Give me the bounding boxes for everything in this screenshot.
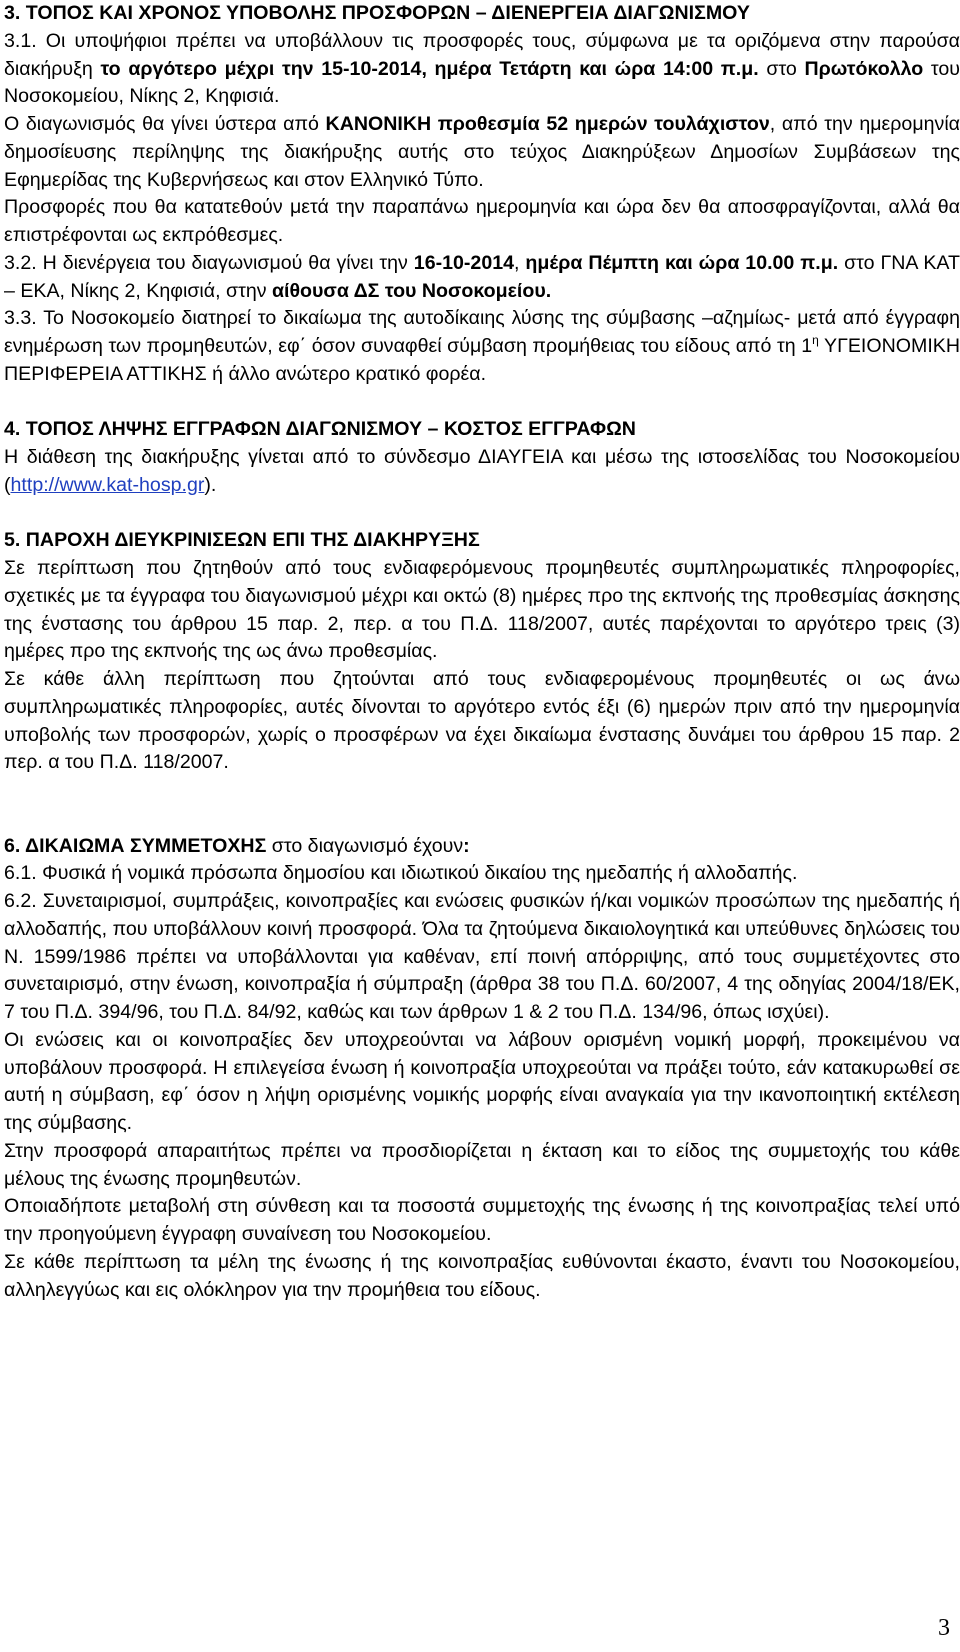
hospital-website-link[interactable]: http://www.kat-hosp.gr (10, 473, 205, 496)
text-run: στο ΓΝΑ ΚΑΤ – ΕΚΑ, Νίκης 2, Κηφισιά, στην (4, 251, 960, 302)
protocol-office: Πρωτόκολλο (804, 57, 924, 80)
paragraph-unions: Οι ενώσεις και οι κοινοπραξίες δεν υποχρεούνται να λάβουν ορισμένη νομική μορφή, προκειμένου να υποβάλουν προσφορά. Η επιλεγείσα ένωση ή κοινοπραξία υποχρεούται να πράξει τούτο, εάν κατακυρωθεί σε αυτή η σύμβαση, εφ΄ όσον η λήψη ορισμένης νομικής μορφής είναι αναγκαία για την ικανοποιητική εκτέλεση της σύμβασης. (4, 1028, 960, 1134)
paragraph-late-offers: Προσφορές που θα κατατεθούν μετά την παραπάνω ημερομηνία και ώρα δεν θα αποσφραγίζονται, αλλά θα επιστρέφονται ως εκπρόθεσμες. (4, 196, 960, 246)
text-run: ). (204, 473, 217, 496)
text-run: Ο διαγωνισμός θα γίνει ύστερα από (4, 113, 326, 135)
submission-deadline: το αργότερο μέχρι την 15-10-2014, ημέρα Τετάρτη και ώρα 14:00 π.μ. (100, 57, 759, 80)
text-run: ΥΓΕΙΟΝΟΜΙΚΗ ΠΕΡΙΦΕΡΕΙΑ ΑΤΤΙΚΗΣ ή άλλο ανώτερο κρατικό φορέα. (4, 335, 960, 385)
deadline-period: ΚΑΝΟΝΙΚΗ προθεσμία 52 ημερών τουλάχιστον (325, 113, 770, 135)
paragraph-6-1: 6.1. Φυσικά ή νομικά πρόσωπα δημοσίου και ιδιωτικού δικαίου της ημεδαπής ή αλλοδαπής. (4, 862, 798, 885)
section-3-heading: 3. ΤΟΠΟΣ ΚΑΙ ΧΡΟΝΟΣ ΥΠΟΒΟΛΗΣ ΠΡΟΣΦΟΡΩΝ – ΔΙΕΝΕΡΓΕΙΑ ΔΙΑΓΩΝΙΣΜΟΥ (4, 2, 750, 24)
text-run: , (514, 251, 526, 274)
text-run: στο (758, 57, 805, 80)
text-run: 3.1. Οι υποψήφιοι πρέπει να υποβάλλουν τις προσφορές τους, σύμφωνα με τα οριζόμενα στην παρούσα διακήρυξη (4, 29, 960, 80)
paragraph-5-1: Σε περίπτωση που ζητηθούν από τους ενδιαφερόμενους προμηθευτές συμπληρωματικές πληροφορίες, σχετικές με τα έγγραφα του διαγωνισμού μέχρι και οκτώ (8) ημέρες προ της εκπνοής της προθεσμίας άσκησης της ένστασης του άρθρου 15 παρ. 2, περ. α του Π.Δ. 118/2007, αυτές παρέχονται το αργότερο τρεις (3) ημέρες προ της εκπνοής της ως άνω προθεσμίας. (4, 557, 960, 663)
section-5-heading: 5. ΠΑΡΟΧΗ ΔΙΕΥΚΡΙΝΙΣΕΩΝ ΕΠΙ ΤΗΣ ΔΙΑΚΗΡΥΞΗΣ (4, 529, 480, 552)
paragraph-deadline-period (4, 111, 960, 194)
paragraph-3-1 (4, 28, 960, 111)
paragraph-4-1 (4, 444, 960, 500)
paragraph-participation: Στην προσφορά απαραιτήτως πρέπει να προσδιορίζεται η έκταση και το είδος της συμμετοχής του κάθε μέλους της ένωσης προμηθευτών. (4, 1139, 960, 1190)
paragraph-3-2 (4, 250, 960, 306)
text-run: 3.2. Η διενέργεια του διαγωνισμού θα γίνει την (4, 251, 414, 274)
paragraph-liability: Σε κάθε περίπτωση τα μέλη της ένωσης ή της κοινοπραξίας ευθύνονται έκαστο, έναντι του Νοσοκομείου, αλληλεγγύως και εις ολόκληρον για την προμήθεια του είδους. (4, 1250, 960, 1301)
text-run: , από την ημερομηνία δημοσίευσης περίληψης της διακήρυξης αυτής στο τεύχος Διακηρύξεων Δημοσίων Συμβάσεων της Εφημερίδας της Κυβερνήσεως και στον Ελληνικό Τύπο. (4, 113, 960, 191)
section-6-heading-rest: στο διαγωνισμό έχουν (266, 834, 464, 857)
text-run: του Νοσοκομείου, Νίκης 2, Κηφισιά. (4, 57, 960, 108)
tender-date: 16-10-2014 (413, 251, 515, 274)
spacer (4, 389, 960, 417)
paragraph-6-2: 6.2. Συνεταιρισμοί, συμπράξεις, κοινοπραξίες και ενώσεις φυσικών ή/και νομικών προσώπων της ημεδαπής ή αλλοδαπής, που υποβάλλουν κοινή προσφορά. Όλα τα ζητούμενα δικαιολογητικά και υπεύθυνες δηλώσεις του Ν. 1599/1986 πρέπει να υποβάλλονται για καθέναν, επί ποινή απόρριψης, από τους συμμετέχοντες στο συνεταιρισμό, στην ένωση, κοινοπραξία ή σύμπραξη (άρθρα 38 του Π.Δ. 60/2007, 4 της οδηγίας 2004/18/ΕΚ, 7 του Π.Δ. 394/96, του Π.Δ. 84/92, καθώς και των άρθρων 1 & 2 του Π.Δ. 134/96, όπως ισχύει). (4, 890, 960, 1023)
section-6-heading (4, 833, 960, 861)
section-6-heading-bold: 6. ΔΙΚΑΙΩΜΑ ΣΥΜΜΕΤΟΧΗΣ (4, 834, 267, 857)
spacer (4, 500, 960, 528)
spacer (4, 777, 960, 833)
section-6-heading-colon: : (463, 834, 470, 857)
paragraph-3-3 (4, 305, 960, 388)
page-number: 3 (938, 1615, 950, 1641)
page-content (4, 0, 960, 1304)
paragraph-5-2: Σε κάθε άλλη περίπτωση που ζητούνται από τους ενδιαφερομένους προμηθευτές οι ως άνω συμπληρωματικές πληροφορίες, αυτές δίνονται το αργότερο εντός έξι (6) ημερών πριν από την ημερομηνία υποβολής των προσφορών, χωρίς ο προσφέρων να έχει δικαίωμα ένστασης δυνάμει του άρθρου 15 παρ. 2 περ. α του Π.Δ. 118/2007. (4, 668, 960, 774)
tender-room: αίθουσα ΔΣ του Νοσοκομείου. (271, 279, 552, 302)
text-run: Η διάθεση της διακήρυξης γίνεται από το σύνδεσμο ΔΙΑΥΓΕΙΑ και μέσω της ιστοσελίδας του Νοσοκομείου ( (4, 446, 960, 496)
tender-day-time: ημέρα Πέμπτη και ώρα 10.00 π.μ. (525, 251, 839, 274)
paragraph-changes: Οποιαδήποτε μεταβολή στη σύνθεση και τα ποσοστά συμμετοχής της ένωσης ή της κοινοπραξίας τελεί υπό την προηγούμενη έγγραφη συναίνεση του Νοσοκομείου. (4, 1195, 960, 1245)
text-run: 3.3. Το Νοσοκομείο διατηρεί το δικαίωμα της αυτοδίκαιης λύσης της σύμβασης –αζημίως- μετά από έγγραφη ενημέρωση των προμηθευτών, εφ΄ όσον συναφθεί σύμβαση προμήθειας του είδους από τη 1 (4, 307, 960, 357)
superscript: η (812, 333, 819, 347)
section-4-heading: 4. ΤΟΠΟΣ ΛΗΨΗΣ ΕΓΓΡΑΦΩΝ ΔΙΑΓΩΝΙΣΜΟΥ – ΚΟΣΤΟΣ ΕΓΓΡΑΦΩΝ (4, 418, 636, 441)
